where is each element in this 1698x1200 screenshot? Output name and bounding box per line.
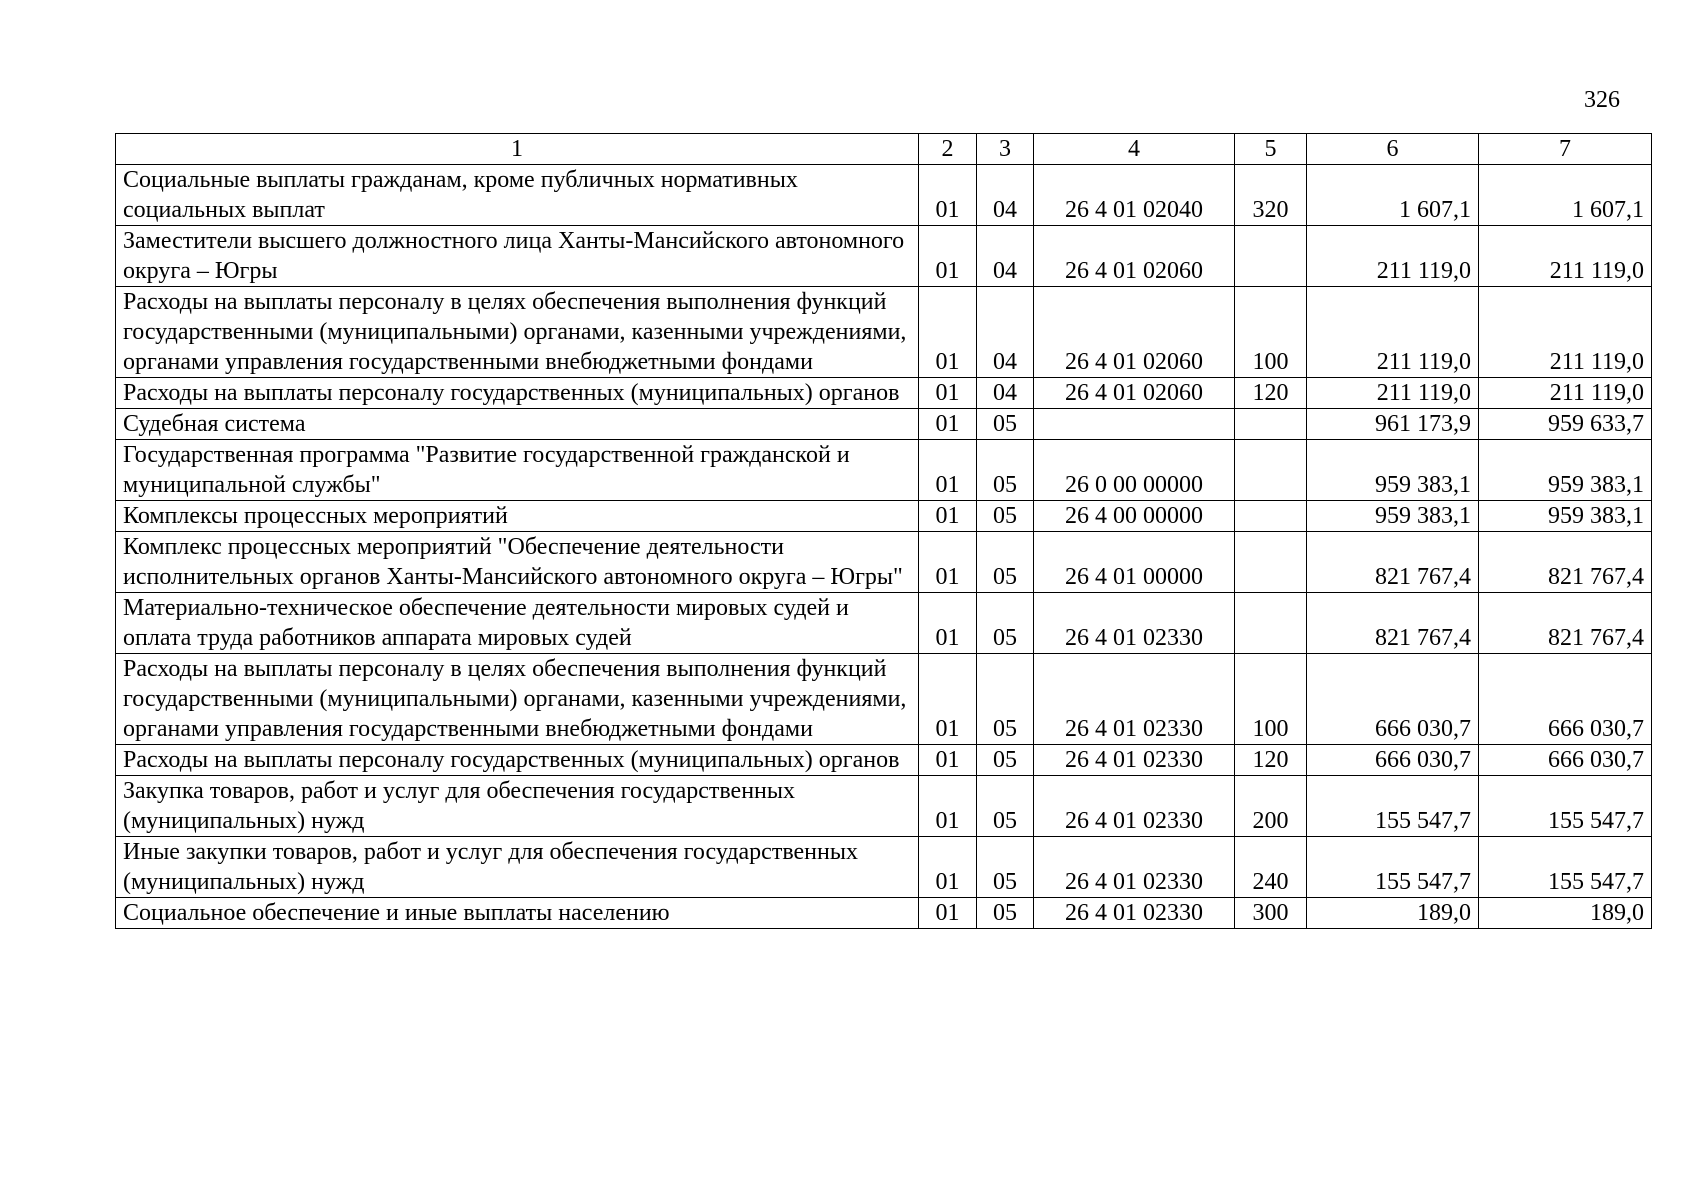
budget-table — [115, 133, 1652, 929]
cell-amount-2: 666 030,7 — [1479, 654, 1652, 745]
cell-target-article: 26 4 01 02330 — [1034, 745, 1235, 776]
cell-target-article: 26 4 01 02330 — [1034, 898, 1235, 929]
cell-amount-2: 821 767,4 — [1479, 532, 1652, 593]
cell-section: 01 — [919, 532, 977, 593]
table-row — [116, 287, 1652, 378]
cell-amount-1: 959 383,1 — [1307, 440, 1479, 501]
cell-expense-type: 240 — [1235, 837, 1307, 898]
cell-amount-1: 821 767,4 — [1307, 593, 1479, 654]
table-row — [116, 837, 1652, 898]
cell-amount-2: 1 607,1 — [1479, 165, 1652, 226]
cell-amount-1: 155 547,7 — [1307, 776, 1479, 837]
cell-expense-type — [1235, 226, 1307, 287]
cell-amount-1: 1 607,1 — [1307, 165, 1479, 226]
table-row — [116, 409, 1652, 440]
table-row — [116, 745, 1652, 776]
cell-subsection: 05 — [977, 837, 1034, 898]
cell-expense-type: 320 — [1235, 165, 1307, 226]
cell-subsection: 05 — [977, 593, 1034, 654]
table-row — [116, 593, 1652, 654]
cell-name: Судебная система — [116, 409, 919, 440]
cell-expense-type — [1235, 409, 1307, 440]
cell-amount-2: 959 383,1 — [1479, 440, 1652, 501]
cell-amount-2: 959 633,7 — [1479, 409, 1652, 440]
table-row — [116, 654, 1652, 745]
cell-name: Расходы на выплаты персоналу государственных (муниципальных) органов — [116, 745, 919, 776]
header-cell-3: 3 — [977, 134, 1034, 165]
cell-expense-type — [1235, 440, 1307, 501]
header-cell-1: 1 — [116, 134, 919, 165]
cell-target-article: 26 4 01 02060 — [1034, 226, 1235, 287]
cell-name: Расходы на выплаты персоналу в целях обеспечения выполнения функций государственными (муниципальными) органами, казенными учреждениями, органами управления государственными внебюджетными фондами — [116, 287, 919, 378]
cell-section: 01 — [919, 654, 977, 745]
cell-amount-1: 959 383,1 — [1307, 501, 1479, 532]
cell-name: Расходы на выплаты персоналу государственных (муниципальных) органов — [116, 378, 919, 409]
cell-target-article: 26 4 00 00000 — [1034, 501, 1235, 532]
cell-expense-type: 100 — [1235, 654, 1307, 745]
page-number: 326 — [1584, 87, 1620, 113]
cell-name: Комплексы процессных мероприятий — [116, 501, 919, 532]
cell-section: 01 — [919, 837, 977, 898]
cell-name: Заместители высшего должностного лица Ханты-Мансийского автономного округа – Югры — [116, 226, 919, 287]
cell-subsection: 04 — [977, 165, 1034, 226]
cell-section: 01 — [919, 165, 977, 226]
cell-amount-2: 211 119,0 — [1479, 287, 1652, 378]
table-header-row — [116, 134, 1652, 165]
table-row — [116, 378, 1652, 409]
header-cell-7: 7 — [1479, 134, 1652, 165]
cell-amount-1: 961 173,9 — [1307, 409, 1479, 440]
cell-subsection: 05 — [977, 440, 1034, 501]
cell-amount-2: 155 547,7 — [1479, 837, 1652, 898]
cell-section: 01 — [919, 409, 977, 440]
table-row — [116, 898, 1652, 929]
cell-section: 01 — [919, 776, 977, 837]
cell-expense-type: 200 — [1235, 776, 1307, 837]
cell-amount-1: 211 119,0 — [1307, 226, 1479, 287]
cell-amount-2: 211 119,0 — [1479, 226, 1652, 287]
cell-amount-2: 666 030,7 — [1479, 745, 1652, 776]
cell-amount-1: 189,0 — [1307, 898, 1479, 929]
cell-section: 01 — [919, 287, 977, 378]
cell-target-article: 26 4 01 02330 — [1034, 837, 1235, 898]
cell-subsection: 05 — [977, 501, 1034, 532]
cell-amount-2: 155 547,7 — [1479, 776, 1652, 837]
header-cell-5: 5 — [1235, 134, 1307, 165]
cell-target-article — [1034, 409, 1235, 440]
cell-name: Материально-техническое обеспечение деятельности мировых судей и оплата труда работников аппарата мировых судей — [116, 593, 919, 654]
cell-subsection: 04 — [977, 287, 1034, 378]
table-row — [116, 501, 1652, 532]
cell-expense-type: 120 — [1235, 378, 1307, 409]
cell-subsection: 04 — [977, 378, 1034, 409]
table-row — [116, 165, 1652, 226]
cell-expense-type: 120 — [1235, 745, 1307, 776]
header-cell-2: 2 — [919, 134, 977, 165]
cell-section: 01 — [919, 898, 977, 929]
cell-target-article: 26 4 01 02330 — [1034, 776, 1235, 837]
cell-name: Социальные выплаты гражданам, кроме публичных нормативных социальных выплат — [116, 165, 919, 226]
table-row — [116, 532, 1652, 593]
cell-section: 01 — [919, 501, 977, 532]
cell-target-article: 26 4 01 02060 — [1034, 287, 1235, 378]
cell-subsection: 05 — [977, 898, 1034, 929]
cell-section: 01 — [919, 378, 977, 409]
cell-target-article: 26 4 01 02040 — [1034, 165, 1235, 226]
cell-amount-2: 821 767,4 — [1479, 593, 1652, 654]
cell-subsection: 05 — [977, 409, 1034, 440]
cell-expense-type — [1235, 593, 1307, 654]
cell-target-article: 26 4 01 02330 — [1034, 593, 1235, 654]
cell-amount-1: 666 030,7 — [1307, 745, 1479, 776]
cell-amount-2: 189,0 — [1479, 898, 1652, 929]
cell-name: Социальное обеспечение и иные выплаты населению — [116, 898, 919, 929]
table-row — [116, 776, 1652, 837]
cell-target-article: 26 4 01 02330 — [1034, 654, 1235, 745]
cell-subsection: 05 — [977, 532, 1034, 593]
cell-amount-2: 211 119,0 — [1479, 378, 1652, 409]
cell-section: 01 — [919, 226, 977, 287]
cell-name: Комплекс процессных мероприятий "Обеспечение деятельности исполнительных органов Ханты-Мансийского автономного округа – Югры" — [116, 532, 919, 593]
cell-amount-1: 155 547,7 — [1307, 837, 1479, 898]
header-cell-6: 6 — [1307, 134, 1479, 165]
cell-subsection: 05 — [977, 776, 1034, 837]
cell-section: 01 — [919, 745, 977, 776]
cell-expense-type: 300 — [1235, 898, 1307, 929]
table-body — [116, 134, 1652, 929]
cell-expense-type: 100 — [1235, 287, 1307, 378]
cell-name: Государственная программа "Развитие государственной гражданской и муниципальной службы" — [116, 440, 919, 501]
cell-amount-1: 211 119,0 — [1307, 287, 1479, 378]
cell-amount-1: 666 030,7 — [1307, 654, 1479, 745]
cell-section: 01 — [919, 593, 977, 654]
table-row — [116, 440, 1652, 501]
cell-section: 01 — [919, 440, 977, 501]
cell-amount-1: 821 767,4 — [1307, 532, 1479, 593]
table-row — [116, 226, 1652, 287]
cell-subsection: 04 — [977, 226, 1034, 287]
cell-expense-type — [1235, 532, 1307, 593]
cell-target-article: 26 0 00 00000 — [1034, 440, 1235, 501]
cell-target-article: 26 4 01 02060 — [1034, 378, 1235, 409]
header-cell-4: 4 — [1034, 134, 1235, 165]
cell-subsection: 05 — [977, 654, 1034, 745]
cell-name: Закупка товаров, работ и услуг для обеспечения государственных (муниципальных) нужд — [116, 776, 919, 837]
cell-target-article: 26 4 01 00000 — [1034, 532, 1235, 593]
cell-amount-2: 959 383,1 — [1479, 501, 1652, 532]
cell-subsection: 05 — [977, 745, 1034, 776]
cell-name: Иные закупки товаров, работ и услуг для обеспечения государственных (муниципальных) нужд — [116, 837, 919, 898]
cell-name: Расходы на выплаты персоналу в целях обеспечения выполнения функций государственными (муниципальными) органами, казенными учреждениями, органами управления государственными внебюджетными фондами — [116, 654, 919, 745]
cell-amount-1: 211 119,0 — [1307, 378, 1479, 409]
cell-expense-type — [1235, 501, 1307, 532]
